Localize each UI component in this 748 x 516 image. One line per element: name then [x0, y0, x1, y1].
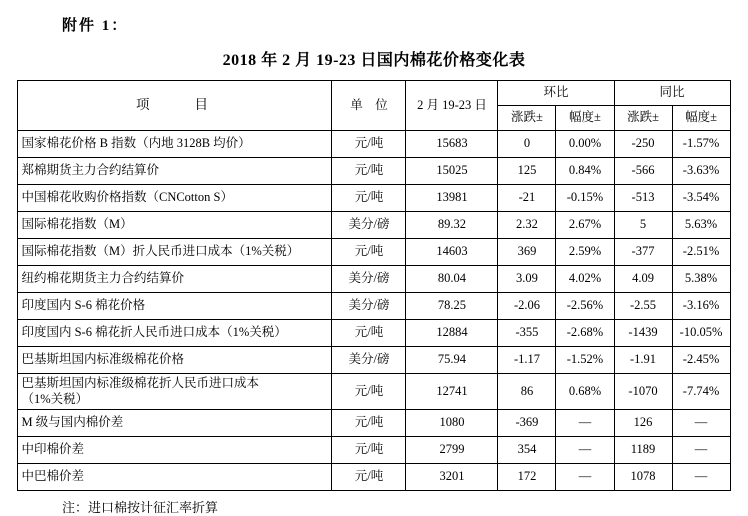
- cotton-price-table: [17, 80, 730, 491]
- header-group-mom: 环比: [498, 81, 614, 106]
- document-page: [0, 14, 748, 516]
- cell-yoy-change: -566: [614, 158, 672, 185]
- table-row: [18, 131, 730, 158]
- cell-value: 12741: [406, 374, 498, 410]
- cell-mom-change: 86: [498, 374, 556, 410]
- cell-yoy-change: 1078: [614, 464, 672, 491]
- cell-yoy-range: -2.51%: [672, 239, 730, 266]
- cell-yoy-range: -3.16%: [672, 293, 730, 320]
- cell-mom-range: -1.52%: [556, 347, 614, 374]
- cell-item: 中巴棉价差: [18, 464, 332, 491]
- cell-yoy-range: —: [672, 437, 730, 464]
- cell-yoy-change: 1189: [614, 437, 672, 464]
- cell-mom-change: 354: [498, 437, 556, 464]
- cell-yoy-change: -513: [614, 185, 672, 212]
- header-unit: 单 位: [332, 81, 406, 131]
- cell-yoy-range: -2.45%: [672, 347, 730, 374]
- table-row: [18, 185, 730, 212]
- cell-value: 15683: [406, 131, 498, 158]
- cell-yoy-range: —: [672, 464, 730, 491]
- table-note: 注：进口棉按计征汇率折算: [62, 500, 219, 516]
- cell-mom-change: 125: [498, 158, 556, 185]
- cell-mom-range: —: [556, 437, 614, 464]
- table-row: [18, 437, 730, 464]
- cell-yoy-change: 5: [614, 212, 672, 239]
- cell-yoy-range: -1.57%: [672, 131, 730, 158]
- cell-mom-range: —: [556, 410, 614, 437]
- cell-mom-change: 0: [498, 131, 556, 158]
- cell-mom-change: -355: [498, 320, 556, 347]
- cell-yoy-range: -10.05%: [672, 320, 730, 347]
- cell-item: M 级与国内棉价差: [18, 410, 332, 437]
- table-row: [18, 293, 730, 320]
- cell-item: 印度国内 S-6 棉花价格: [18, 293, 332, 320]
- cell-mom-range: 4.02%: [556, 266, 614, 293]
- cell-item: 中印棉价差: [18, 437, 332, 464]
- table-row: [18, 464, 730, 491]
- cell-value: 75.94: [406, 347, 498, 374]
- cell-yoy-range: 5.38%: [672, 266, 730, 293]
- header-group-yoy: 同比: [614, 81, 730, 106]
- cell-unit: 美分/磅: [332, 347, 406, 374]
- cell-unit: 元/吨: [332, 437, 406, 464]
- cell-item: 国家棉花价格 B 指数（内地 3128B 均价）: [18, 131, 332, 158]
- header-mom-change: 涨跌±: [498, 106, 556, 131]
- table-row: [18, 212, 730, 239]
- table-row: [18, 347, 730, 374]
- cell-unit: 美分/磅: [332, 266, 406, 293]
- attachment-label: 附件 1：: [62, 18, 129, 34]
- table-row: [18, 266, 730, 293]
- cell-yoy-range: -7.74%: [672, 374, 730, 410]
- cell-item: 中国棉花收购价格指数（CNCotton S）: [18, 185, 332, 212]
- cell-mom-range: —: [556, 464, 614, 491]
- cell-mom-change: -21: [498, 185, 556, 212]
- header-yoy-change: 涨跌±: [614, 106, 672, 131]
- cell-value: 2799: [406, 437, 498, 464]
- cell-unit: 美分/磅: [332, 212, 406, 239]
- cell-mom-range: -0.15%: [556, 185, 614, 212]
- cell-unit: 元/吨: [332, 131, 406, 158]
- cell-unit: 元/吨: [332, 185, 406, 212]
- table-row: [18, 239, 730, 266]
- cell-value: 1080: [406, 410, 498, 437]
- cell-mom-range: 0.84%: [556, 158, 614, 185]
- cell-unit: 元/吨: [332, 410, 406, 437]
- cell-item: 纽约棉花期货主力合约结算价: [18, 266, 332, 293]
- cell-yoy-range: —: [672, 410, 730, 437]
- cell-mom-change: 172: [498, 464, 556, 491]
- table-row: [18, 158, 730, 185]
- cell-mom-change: 2.32: [498, 212, 556, 239]
- table-row: [18, 374, 730, 410]
- cell-yoy-change: -377: [614, 239, 672, 266]
- cell-unit: 元/吨: [332, 239, 406, 266]
- cell-mom-change: -369: [498, 410, 556, 437]
- cell-value: 13981: [406, 185, 498, 212]
- table-body: [18, 131, 730, 491]
- cell-mom-range: 0.00%: [556, 131, 614, 158]
- cell-value: 89.32: [406, 212, 498, 239]
- header-value: 2 月 19-23 日: [406, 81, 498, 131]
- cell-unit: 元/吨: [332, 320, 406, 347]
- cell-unit: 元/吨: [332, 158, 406, 185]
- header-item: 项 目: [18, 81, 332, 131]
- cell-value: 80.04: [406, 266, 498, 293]
- table-row: [18, 320, 730, 347]
- cell-yoy-change: -250: [614, 131, 672, 158]
- cell-unit: 元/吨: [332, 374, 406, 410]
- cell-unit: 美分/磅: [332, 293, 406, 320]
- cell-item: 国际棉花指数（M）折人民币进口成本（1%关税）: [18, 239, 332, 266]
- page-title: 2018 年 2 月 19-23 日国内棉花价格变化表: [222, 52, 526, 69]
- cell-mom-range: 2.67%: [556, 212, 614, 239]
- cell-mom-change: -2.06: [498, 293, 556, 320]
- cell-value: 14603: [406, 239, 498, 266]
- cell-yoy-change: 4.09: [614, 266, 672, 293]
- cell-mom-change: 369: [498, 239, 556, 266]
- table-header-row: [18, 81, 730, 106]
- cell-value: 15025: [406, 158, 498, 185]
- cell-yoy-change: -1439: [614, 320, 672, 347]
- cell-mom-range: -2.68%: [556, 320, 614, 347]
- cell-unit: 元/吨: [332, 464, 406, 491]
- cell-yoy-range: -3.54%: [672, 185, 730, 212]
- cell-yoy-change: -1.91: [614, 347, 672, 374]
- cell-value: 12884: [406, 320, 498, 347]
- cell-item: 巴基斯坦国内标准级棉花价格: [18, 347, 332, 374]
- cell-mom-range: 0.68%: [556, 374, 614, 410]
- header-yoy-range: 幅度±: [672, 106, 730, 131]
- cell-yoy-change: -1070: [614, 374, 672, 410]
- cell-yoy-change: -2.55: [614, 293, 672, 320]
- cell-mom-change: -1.17: [498, 347, 556, 374]
- cell-item: 巴基斯坦国内标准级棉花折人民币进口成本 （1%关税）: [18, 374, 332, 410]
- cell-item: 印度国内 S-6 棉花折人民币进口成本（1%关税）: [18, 320, 332, 347]
- cell-item: 国际棉花指数（M）: [18, 212, 332, 239]
- cell-value: 78.25: [406, 293, 498, 320]
- cell-yoy-change: 126: [614, 410, 672, 437]
- cell-mom-range: 2.59%: [556, 239, 614, 266]
- cell-mom-range: -2.56%: [556, 293, 614, 320]
- cell-item: 郑棉期货主力合约结算价: [18, 158, 332, 185]
- header-mom-range: 幅度±: [556, 106, 614, 131]
- cell-yoy-range: -3.63%: [672, 158, 730, 185]
- cell-mom-change: 3.09: [498, 266, 556, 293]
- cell-yoy-range: 5.63%: [672, 212, 730, 239]
- cell-value: 3201: [406, 464, 498, 491]
